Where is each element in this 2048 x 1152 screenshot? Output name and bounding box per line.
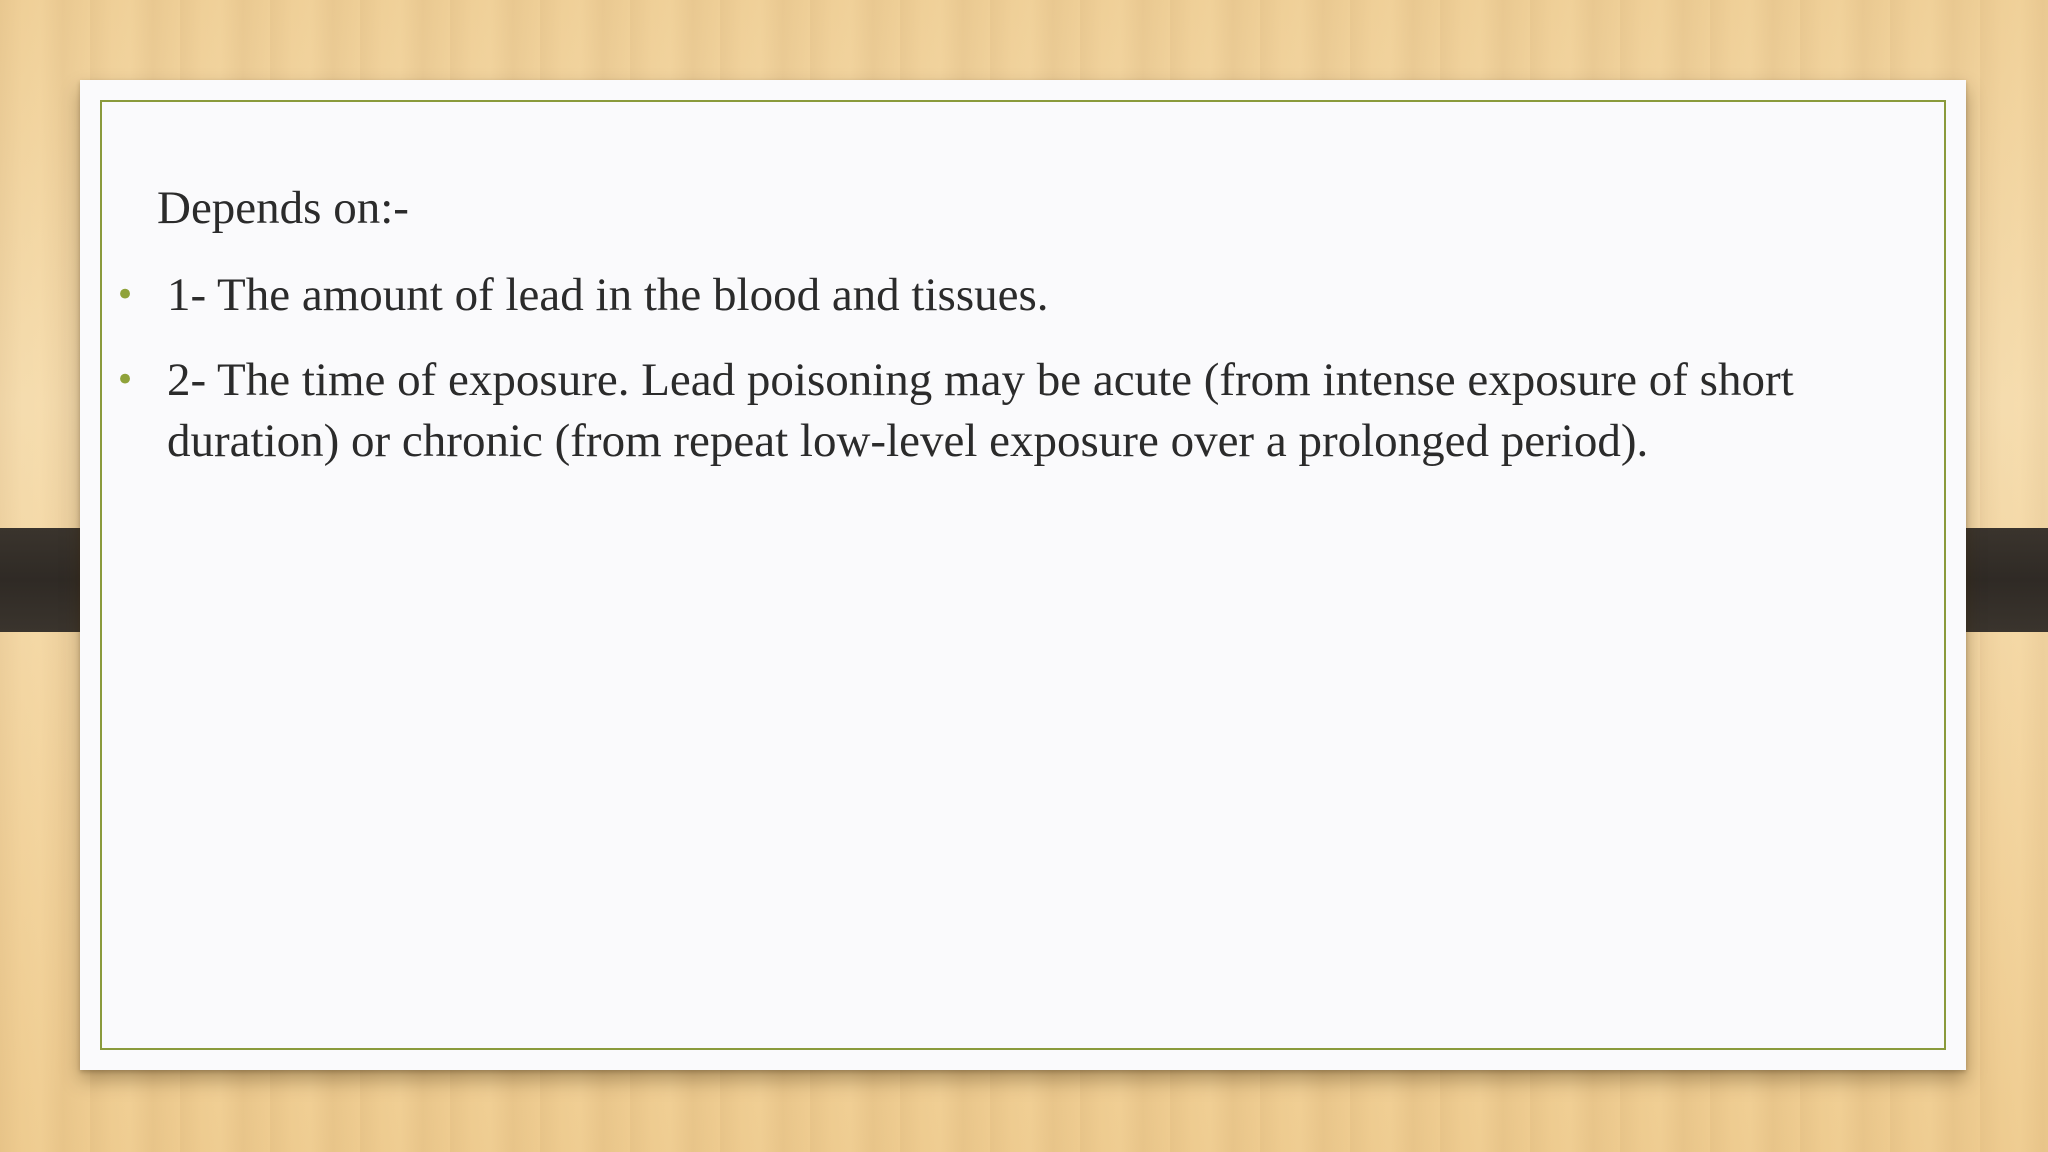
list-item bbox=[115, 265, 1795, 326]
bullet-text: 1- The amount of lead in the blood and tissues. bbox=[167, 269, 1049, 321]
bullet-text: 2- The time of exposure. Lead poisoning may be acute (from intense exposure of short duration) or chronic (from repeat low-level exposure over a prolonged period). bbox=[167, 354, 1794, 467]
intro-text: Depends on:- bbox=[157, 182, 409, 234]
slide-content bbox=[115, 178, 1795, 496]
bullet-list bbox=[115, 265, 1795, 472]
bullet-dot-icon: • bbox=[115, 275, 136, 315]
list-item bbox=[115, 350, 1795, 472]
bullet-dot-icon: • bbox=[115, 360, 136, 400]
